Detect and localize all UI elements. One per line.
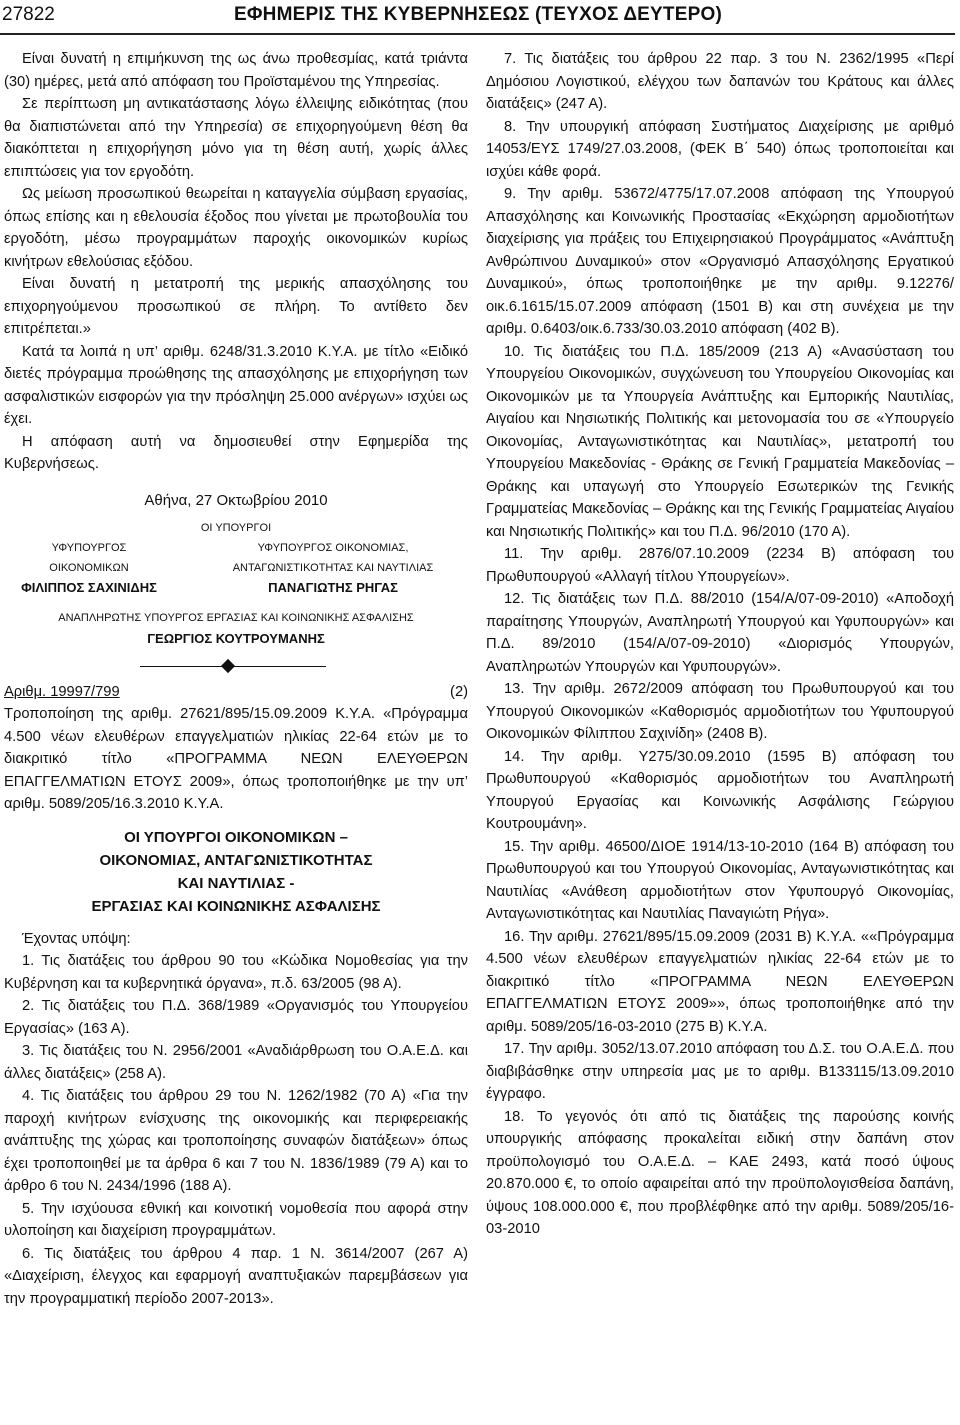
paragraph-remaining: Κατά τα λοιπά η υπ’ αριθμ. 6248/31.3.2010 Κ.Υ.Α. με τίτλο «Ειδικό διετές πρόγραμμα προώθησης της απασχόλησης με επιχορήγηση των ασφαλιστικών εισφορών για την πρόσληψη 25.000 ανέργων» ισχύει ως έχει. [4,343,468,427]
list-item: 4. Τις διατάξεις του άρθρου 29 του Ν. 1262/1982 (70 Α) «Για την παροχή κινήτρων ενίσχυσης της οικονομικής και περιφερειακής ανάπτυξης της χώρας και τροποποίησης συναφών διατάξεων» όπως έχει τροποποιηθεί με τα άρθρα 6 και 7 του Ν. 1836/1989 (79 Α) και το άρθρο 6 του Ν. 2434/1996 (188 Α). [4,1088,468,1194]
ministers-heading [4,826,468,918]
decision-number: Αριθμ. 19997/799 [4,683,120,700]
list-item: 6. Τις διατάξεις του άρθρου 4 παρ. 1 Ν. 3614/2007 (267 Α) «Διαχείριση, έλεγχος και εφαρμογή αναπτυξιακών παρεμβάσεων για την προγραμματική περίοδο 2007-2013». [4,1245,468,1307]
list-item: 1. Τις διατάξεις του άρθρου 90 του «Κώδικα Νομοθεσίας για την Κυβέρνηση και τα κυβερνητικά όργανα», π.δ. 63/2005 (98 Α). [4,953,468,992]
list-item: 5. Την ισχύουσα εθνική και κοινοτική νομοθεσία που αφορά στην υλοποίηση και διαχείριση προγραμμάτων. [4,1200,468,1239]
list-item: 14. Την αριθμ. Υ275/30.09.2010 (1595 Β) απόφαση του Πρωθυπουργού «Καθορισμός αρμοδιοτήτων του Αναπληρωτή Υπουργού Εργασίας και Κοινωνικής Ασφάλισης Γεώργιου Κουτρουμάνη». [486,748,954,832]
list-item: 17. Την αριθμ. 3052/13.07.2010 απόφαση του Δ.Σ. του Ο.Α.Ε.Δ. που διαβιβάσθηκε στην υπηρεσία μας με το αριθμ. Β133115/13.09.2010 έγγραφο. [486,1041,954,1102]
sig-bottom-name: ΓΕΩΡΓΙΟΣ ΚΟΥΤΡΟΥΜΑΝΗΣ [147,631,325,646]
sig-left-role2: ΟΙΚΟΝΟΜΙΚΩΝ [49,562,129,574]
list-item: 11. Την αριθμ. 2876/07.10.2009 (2234 Β) απόφαση του Πρωθυπουργού «Αλλαγή τίτλου Υπουργείων». [486,546,954,585]
header-rule [0,33,955,35]
place-date: Αθήνα, 27 Οκτωβρίου 2010 [144,491,328,509]
sig-right-role1: ΥΦΥΠΟΥΡΓΟΣ ΟΙΚΟΝΟΜΙΑΣ, [257,542,409,554]
list-item: 2. Τις διατάξεις του Π.Δ. 368/1989 «Οργανισμός του Υπουργείου Εργασίας» (163 Α). [4,998,468,1037]
sig-left-role1: ΥΦΥΠΟΥΡΓΟΣ [51,542,127,554]
heading-line-3: ΚΑΙ ΝΑΥΤΙΛΙΑΣ - [177,874,295,892]
list-item: 3. Τις διατάξεις του Ν. 2956/2001 «Αναδιάρθρωση του Ο.Α.Ε.Δ. και άλλες διατάξεις» (258 Α). [4,1043,468,1082]
heading-line-2: ΟΙΚΟΝΟΜΙΑΣ, ΑΝΤΑΓΩΝΙΣΤΙΚΟΤΗΤΑΣ [99,851,373,869]
paragraph-replacement: Σε περίπτωση μη αντικατάστασης λόγω έλλειψης ειδικότητας (που θα διαπιστώνεται από την Υπηρεσία) σε επιχορηγούμενη θέση θα διακόπτεται η επιχορήγηση μόνο για τη θέση αυτή, χωρίς άλλες επιπτώσεις για τον εργοδότη. [4,96,468,180]
decision-title: Τροποποίηση της αριθμ. 27621/895/15.09.2009 Κ.Υ.Α. «Πρόγραμμα 4.500 νέων ελευθέρων επαγγελματιών ηλικίας 22-64 ετών με το διακριτικό τίτλο «ΠΡΟΓΡΑΜΜΑ ΝΕΩΝ ΕΛΕΥΘΕΡΩΝ ΕΠΑΓΓΕΛΜΑΤΙΩΝ ΕΤΟΥΣ 2009», όπως τροποποιήθηκε με την υπ’ αριθμ. 5089/205/16.3.2010 Κ.Υ.Α. [4,706,468,812]
heading-line-1: ΟΙ ΥΠΟΥΡΓΟΙ ΟΙΚΟΝΟΜΙΚΩΝ – [124,828,348,846]
list-item: 10. Τις διατάξεις του Π.Δ. 185/2009 (213 Α) «Ανασύσταση του Υπουργείου Οικονομικών, συγχώνευση του Υπουργείου Οικονομίας και Οικονομικών με τα Υπουργεία Ανάπτυξης και Εμπορικής Ναυτιλίας, Αιγαίου και Νησιωτικής Πολιτικής και μετονομασία του σε «Υπουργείο Οικονομίας, Ανταγωνιστικότητας και Ναυτιλίας», μετατροπή του Υπουργείου Μακεδονίας - Θράκης σε Γενική Γραμματεία Μακεδονίας – Θράκης και υπαγωγή στο Υπουργείο Εσωτερικών της Γενικής Γραμματείας Μακεδονίας – Θράκης και της Γενικής Γραμματείας Αιγαίου και Νησιωτικής Πολιτικής» και του Π.Δ. 96/2010 (170 Α). [486,343,954,540]
list-item: 15. Την αριθμ. 46500/ΔΙΟΕ 1914/13-10-2010 (164 Β) απόφαση του Πρωθυπουργού και του Υπουργού Οικονομίας, Ανταγωνιστικότητας και Ναυτιλίας «Ανάθεση αρμοδιοτήτων στον Υφυπουργό Οικονομίας, Ανταγωνιστικότητας και Ναυτιλίας Παναγιώτη Ρήγα». [486,838,954,922]
decision-number-row [4,681,468,704]
list-item: 12. Τις διατάξεις των Π.Δ. 88/2010 (154/Α/07-09-2010) «Αποδοχή παραίτησης Υπουργών, Αναπληρωτή Υπουργού και Υφυπουργών» και Π.Δ. 89/2010 (154/Α/07-09-2010) «Διορισμός Υπουργών, Αναπληρωτών Υπουργών και Υφυπουργών». [486,591,954,675]
ministers-label: ΟΙ ΥΠΟΥΡΓΟΙ [200,522,272,534]
paragraph-publication: Η απόφαση αυτή να δημοσιευθεί στην Εφημερίδα της Κυβερνήσεως. [4,433,468,472]
decision-index: (2) [450,683,468,700]
diamond-icon [221,658,235,672]
right-column [486,48,954,1241]
list-item: 9. Την αριθμ. 53672/4775/17.07.2008 απόφαση της Υπουργού Απασχόλησης και Κοινωνικής Προστασίας «Εκχώρηση αρμοδιοτήτων διαχείρισης για πράξεις του Επιχειρησιακού Προγράμματος «Ανάπτυξη Ανθρώπινου Δυναμικού» στον «Οργανισμό Απασχόλησης Εργατικού Δυναμικού», όπως τροποποιήθηκε με την αριθμ. 9.12276/οικ.6.1615/15.07.2009 απόφαση (1501 Β) και στη συνέχεια με την αριθμ. 0.6403/οικ.6.733/30.03.2010 απόφαση (402 Β). [486,186,954,337]
heading-line-4: ΕΡΓΑΣΙΑΣ ΚΑΙ ΚΟΙΝΩΝΙΚΗΣ ΑΣΦΑΛΙΣΗΣ [91,897,381,915]
paragraph-part-time: Είναι δυνατή η μετατροπή της μερικής απασχόλησης του επιχορηγούμενου προσωπικού σε πλήρη. Το αντίθετο δεν επιτρέπεται.» [4,276,468,337]
having-regard: Έχοντας υπόψη: [22,930,131,947]
sig-bottom-role: ΑΝΑΠΛΗΡΩΤΗΣ ΥΠΟΥΡΓΟΣ ΕΡΓΑΣΙΑΣ ΚΑΙ ΚΟΙΝΩΝΙΚΗΣ ΑΣΦΑΛΙΣΗΣ [58,612,414,624]
left-column [4,48,468,1310]
list-item: 7. Τις διατάξεις του άρθρου 22 παρ. 3 του Ν. 2362/1995 «Περί Δημόσιου Λογιστικού, ελέγχου των δαπανών του Κράτους και άλλες διατάξεις» (247 Α). [486,51,954,112]
list-item: 16. Την αριθμ. 27621/895/15.09.2009 (2031 Β) Κ.Υ.Α. ««Πρόγραμμα 4.500 νέων ελευθέρων επαγγελματιών ηλικίας 22-64 ετών με το διακριτικό τίτλο «ΠΡΟΓΡΑΜΜΑ ΝΕΩΝ ΕΛΕΥΘΕΡΩΝ ΕΠΑΓΓΕΛΜΑΤΙΩΝ ΕΤΟΥΣ 2009»», όπως τροποποιήθηκε από την αριθμ. 5089/205/16-03-2010 (275 Β) Κ.Υ.Α. [486,928,954,1035]
signature-left [4,538,174,598]
section-separator [4,657,468,677]
signatures-row [4,538,468,598]
list-item: 13. Την αριθμ. 2672/2009 απόφαση του Πρωθυπουργού και του Υπουργού Οικονομικών «Καθορισμός αρμοδιοτήτων του Υφυπουργού Οικονομικών Φίλιππου Σαχινίδη» (2408 Β). [486,681,954,742]
sig-right-name: ΠΑΝΑΓΙΩΤΗΣ ΡΗΓΑΣ [268,580,398,595]
paragraph-staff-reduction: Ως μείωση προσωπικού θεωρείται η καταγγελία σύμβαση εργασίας, όπως επίσης και η εθελουσία έξοδος που γίνεται με πρωτοβουλία του εργοδότη, μέσω προγραμμάτων παροχής οικονομικών κυρίως κινήτρων εθελούσιας εξόδου. [4,186,468,270]
gazette-title: ΕΦΗΜΕΡΙΣ ΤΗΣ ΚΥΒΕΡΝΗΣΕΩΣ (ΤΕΥΧΟΣ ΔΕΥΤΕΡΟ) [234,4,722,25]
page-number: 27822 [2,4,55,25]
sig-left-name: ΦΙΛΙΠΠΟΣ ΣΑΧΙΝΙΔΗΣ [21,580,157,595]
list-item: 8. Την υπουργική απόφαση Συστήματος Διαχείρισης με αριθμό 14053/ΕΥΣ 1749/27.03.2008, (ΦΕΚ Β΄ 540) όπως τροποποιείται και ισχύει κάθε φορά. [486,118,954,180]
signature-right [198,538,468,598]
list-item: 18. Το γεγονός ότι από τις διατάξεις της παρούσης κοινής υπουργικής απόφασης προκαλείται ειδική στην δαπάνη στον προϋπολογισμό του Ο.Α.Ε.Δ. – ΚΑΕ 2493, κατά ποσό ύψους 20.870.000 €, το οποίο αφαιρείται από την προϋπολογισθείσα δαπάνη, ύψους 108.000.000 €, που προβλέφθηκε από την αριθμ. 5089/205/16-03-2010 [486,1108,954,1237]
sig-right-role2: ΑΝΤΑΓΩΝΙΣΤΙΚΟΤΗΤΑΣ ΚΑΙ ΝΑΥΤΙΛΙΑΣ [232,562,434,574]
paragraph-extension: Είναι δυνατή η επιμήκυνση της ως άνω προθεσμίας, κατά τριάντα (30) ημέρες, μετά από απόφαση του Προϊσταμένου της Υπηρεσίας. [4,51,468,90]
page-header [2,0,952,30]
